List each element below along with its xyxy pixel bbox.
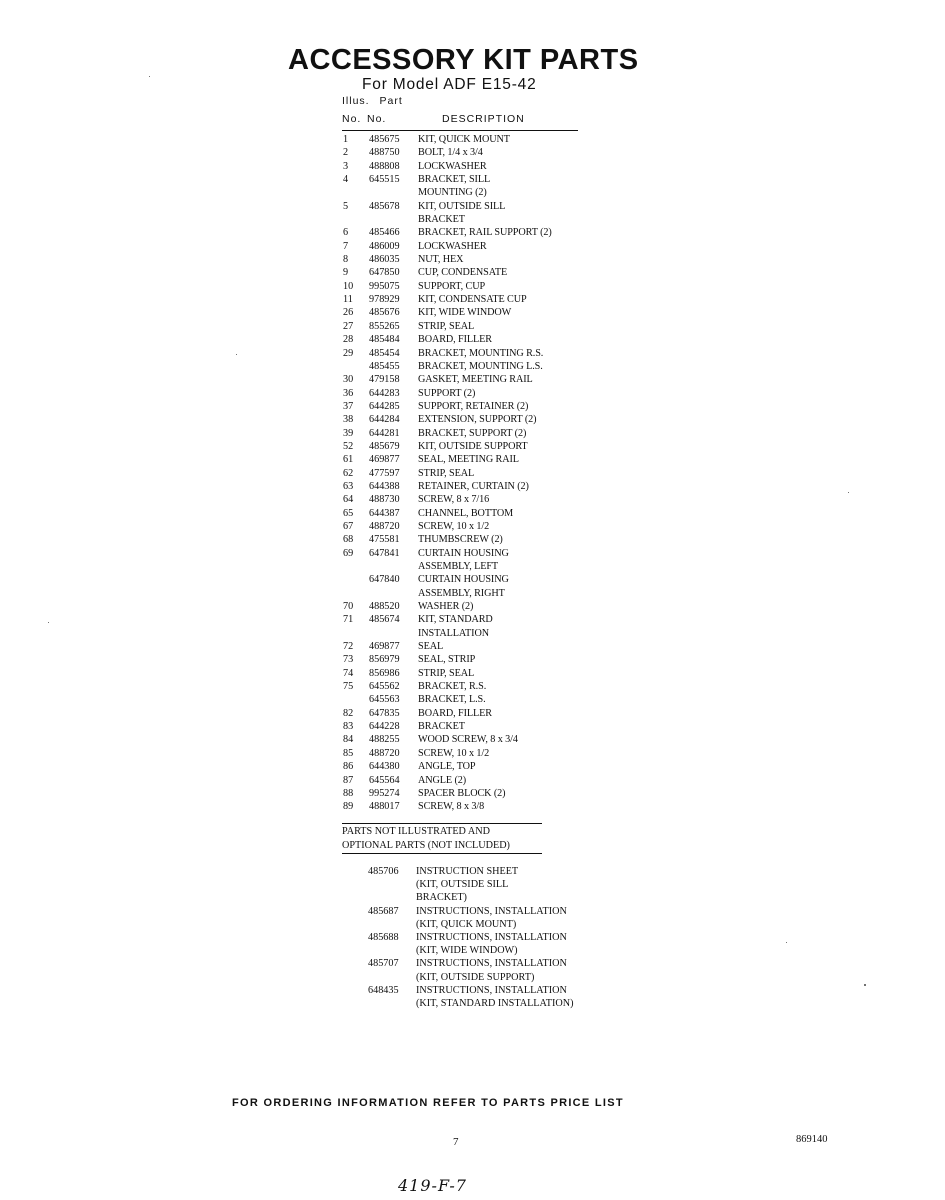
illus-number: 29 — [343, 347, 354, 359]
handwritten-note: 419-F-7 — [398, 1176, 467, 1195]
part-description: (KIT, OUTSIDE SILL — [416, 879, 509, 891]
part-number: 856986 — [369, 667, 400, 679]
part-description: BOARD, FILLER — [418, 334, 492, 346]
part-description: WOOD SCREW, 8 x 3/4 — [418, 734, 518, 746]
scan-speck — [848, 492, 849, 493]
part-description: SUPPORT (2) — [418, 387, 476, 399]
illus-number: 28 — [343, 334, 354, 346]
part-description: ASSEMBLY, LEFT — [418, 561, 499, 572]
part-number: 488520 — [369, 601, 400, 613]
illus-number: 2 — [343, 147, 349, 159]
part-description: STRIP, SEAL — [418, 320, 475, 332]
part-description: BRACKET — [418, 214, 465, 226]
part-description: SEAL, STRIP — [418, 654, 476, 666]
illus-number: 52 — [343, 440, 354, 452]
illus-number: 71 — [343, 614, 354, 626]
part-description: INSTALLATION — [418, 627, 489, 639]
illus-number: 11 — [343, 294, 353, 306]
illus-label: Illus. — [342, 95, 370, 107]
illus-number: 27 — [343, 320, 354, 332]
illus-number: 9 — [343, 267, 349, 279]
illus-number: 87 — [343, 774, 354, 786]
column-header-row — [342, 113, 578, 131]
part-number: 485688 — [368, 931, 399, 943]
illus-number: 83 — [343, 721, 354, 733]
part-description: KIT, STANDARD — [418, 614, 493, 626]
illus-number: 72 — [343, 641, 354, 653]
part-number: 647841 — [369, 547, 400, 559]
model-subtitle: For Model ADF E15-42 — [362, 76, 537, 93]
part-description: (KIT, STANDARD INSTALLATION) — [416, 997, 574, 1009]
part-description: STRIP, SEAL — [418, 667, 475, 679]
part-number: 485466 — [369, 227, 400, 239]
illus-number: 68 — [343, 534, 354, 546]
part-description: KIT, OUTSIDE SUPPORT — [418, 440, 528, 452]
column-header-top — [342, 95, 403, 107]
scan-speck — [149, 76, 150, 77]
part-description: SEAL, MEETING RAIL — [418, 454, 519, 466]
part-number: 488730 — [369, 494, 400, 506]
part-description: BRACKET, MOUNTING R.S. — [418, 347, 544, 359]
illus-number: 39 — [343, 427, 354, 439]
not-illustrated-heading-line1: PARTS NOT ILLUSTRATED AND — [342, 826, 490, 837]
part-number: 486035 — [369, 254, 400, 266]
illus-number: 10 — [343, 280, 354, 292]
part-number: 488255 — [369, 734, 400, 746]
illus-number: 70 — [343, 601, 354, 613]
part-description: (KIT, OUTSIDE SUPPORT) — [416, 971, 535, 983]
part-number: 475581 — [369, 534, 400, 546]
part-description: SCREW, 10 x 1/2 — [418, 520, 490, 532]
part-label: Part — [379, 95, 403, 107]
part-description: LOCKWASHER — [418, 160, 487, 172]
part-description: BRACKET, MOUNTING L.S. — [418, 360, 543, 372]
part-number: 485455 — [369, 360, 400, 372]
part-description: WASHER (2) — [418, 601, 474, 613]
no-label: No. — [342, 113, 362, 125]
part-number: 485679 — [369, 440, 400, 452]
part-description: BOLT, 1/4 x 3/4 — [418, 147, 483, 159]
scan-speck — [236, 354, 237, 355]
part-description: STRIP, SEAL — [418, 467, 475, 479]
illus-number: 75 — [343, 681, 354, 693]
part-description: BRACKET, R.S. — [418, 681, 487, 693]
part-description: CURTAIN HOUSING — [418, 547, 509, 559]
illus-number: 5 — [343, 200, 349, 212]
part-number: 485675 — [369, 134, 400, 145]
part-number: 644228 — [369, 721, 400, 733]
ordering-note: FOR ORDERING INFORMATION REFER TO PARTS PRICE LIST — [232, 1097, 624, 1109]
part-number: 995075 — [369, 280, 400, 292]
illus-number: 88 — [343, 787, 354, 799]
part-description: BRACKET, RAIL SUPPORT (2) — [418, 227, 552, 239]
page-title: ACCESSORY KIT PARTS — [288, 44, 639, 76]
part-description: BOARD, FILLER — [418, 707, 492, 719]
part-number: 995274 — [369, 787, 400, 799]
part-number: 485706 — [368, 866, 399, 877]
part-description: (KIT, QUICK MOUNT) — [416, 918, 517, 930]
part-description: SCREW, 10 x 1/2 — [418, 747, 490, 759]
not-illustrated-heading-line2: OPTIONAL PARTS (NOT INCLUDED) — [342, 839, 510, 851]
part-description: SCREW, 8 x 3/8 — [418, 801, 485, 813]
illus-number: 73 — [343, 654, 354, 666]
part-number: 485484 — [369, 334, 400, 346]
part-number: 488750 — [369, 147, 400, 159]
part-number: 645515 — [369, 174, 400, 186]
part-number: 978929 — [369, 294, 400, 306]
part-description: BRACKET, SUPPORT (2) — [418, 427, 527, 439]
part-number: 485678 — [369, 200, 400, 212]
scan-speck — [786, 942, 787, 943]
part-description: INSTRUCTIONS, INSTALLATION — [416, 931, 567, 943]
part-description: INSTRUCTION SHEET — [416, 866, 519, 877]
part-number: 644380 — [369, 761, 400, 773]
part-number: 644281 — [369, 427, 400, 439]
part-description: BRACKET) — [416, 892, 467, 904]
not-illustrated-heading — [342, 823, 542, 854]
part-number: 648435 — [368, 984, 399, 996]
part-description: ANGLE, TOP — [418, 761, 476, 773]
part-number: 477597 — [369, 467, 400, 479]
part-description: ANGLE (2) — [418, 774, 467, 786]
part-description: SUPPORT, CUP — [418, 280, 486, 292]
part-no-label: No. — [367, 113, 387, 125]
part-description: BRACKET, SILL — [418, 174, 491, 186]
part-description: CHANNEL, BOTTOM — [418, 507, 514, 519]
part-description: LOCKWASHER — [418, 240, 487, 252]
illus-number: 36 — [343, 387, 354, 399]
part-description: ASSEMBLY, RIGHT — [418, 587, 505, 599]
part-description: (KIT, WIDE WINDOW) — [416, 945, 518, 957]
illus-number: 61 — [343, 454, 354, 466]
part-number: 644285 — [369, 400, 400, 412]
illus-number: 67 — [343, 520, 354, 532]
illus-number: 86 — [343, 761, 354, 773]
illus-number: 62 — [343, 467, 354, 479]
illus-number: 74 — [343, 667, 354, 679]
illus-number: 37 — [343, 400, 354, 412]
illus-number: 64 — [343, 494, 354, 506]
part-number: 485687 — [368, 905, 399, 917]
part-number: 485707 — [368, 958, 399, 970]
part-number: 486009 — [369, 240, 400, 252]
part-number: 485454 — [369, 347, 400, 359]
part-number: 488017 — [369, 801, 400, 813]
part-number: 469877 — [369, 641, 400, 653]
part-number: 485676 — [369, 307, 400, 319]
part-number: 645562 — [369, 681, 400, 693]
part-number: 855265 — [369, 320, 400, 332]
part-number: 647840 — [369, 574, 400, 586]
part-number: 645563 — [369, 694, 400, 706]
document-number: 869140 — [796, 1134, 828, 1145]
illus-number: 26 — [343, 307, 354, 319]
part-description: BRACKET — [418, 721, 465, 733]
illus-number: 84 — [343, 734, 354, 746]
part-description: EXTENSION, SUPPORT (2) — [418, 414, 537, 426]
part-description: INSTRUCTIONS, INSTALLATION — [416, 905, 567, 917]
part-description: BRACKET, L.S. — [418, 694, 486, 706]
illus-number: 63 — [343, 480, 354, 492]
part-description: SCREW, 8 x 7/16 — [418, 494, 490, 506]
part-description: CUP, CONDENSATE — [418, 267, 508, 279]
part-description: INSTRUCTIONS, INSTALLATION — [416, 958, 567, 970]
part-description: SPACER BLOCK (2) — [418, 787, 506, 799]
part-number: 647835 — [369, 707, 400, 719]
part-number: 488720 — [369, 747, 400, 759]
illus-number: 1 — [343, 134, 349, 145]
illus-number: 89 — [343, 801, 354, 813]
illus-number: 6 — [343, 227, 349, 239]
part-number: 488720 — [369, 520, 400, 532]
page-number: 7 — [453, 1136, 459, 1148]
scan-speck — [48, 622, 49, 623]
part-description: GASKET, MEETING RAIL — [418, 374, 533, 386]
part-description: INSTRUCTIONS, INSTALLATION — [416, 984, 567, 996]
part-number: 644387 — [369, 507, 400, 519]
part-description: THUMBSCREW (2) — [418, 534, 503, 546]
illus-number: 4 — [343, 174, 349, 186]
part-description: KIT, QUICK MOUNT — [418, 134, 510, 145]
part-description: CURTAIN HOUSING — [418, 574, 509, 586]
illus-number: 82 — [343, 707, 354, 719]
part-number: 488808 — [369, 160, 400, 172]
part-number: 469877 — [369, 454, 400, 466]
part-description: RETAINER, CURTAIN (2) — [418, 480, 529, 492]
illus-number: 8 — [343, 254, 349, 266]
illus-number: 7 — [343, 240, 349, 252]
part-number: 644388 — [369, 480, 400, 492]
part-description: MOUNTING (2) — [418, 187, 487, 199]
illus-number: 30 — [343, 374, 354, 386]
illus-number: 69 — [343, 547, 354, 559]
part-number: 644283 — [369, 387, 400, 399]
part-number: 647850 — [369, 267, 400, 279]
part-number: 645564 — [369, 774, 400, 786]
scan-speck — [864, 984, 866, 986]
part-description: NUT, HEX — [418, 254, 464, 266]
illus-number: 65 — [343, 507, 354, 519]
illus-number: 38 — [343, 414, 354, 426]
illus-number: 85 — [343, 747, 354, 759]
part-number: 485674 — [369, 614, 400, 626]
part-description: KIT, OUTSIDE SILL — [418, 200, 506, 212]
part-number: 479158 — [369, 374, 400, 386]
part-number: 644284 — [369, 414, 400, 426]
part-description: KIT, CONDENSATE CUP — [418, 294, 527, 306]
description-label: DESCRIPTION — [442, 113, 525, 125]
part-number: 856979 — [369, 654, 400, 666]
part-description: SUPPORT, RETAINER (2) — [418, 400, 529, 412]
part-description: KIT, WIDE WINDOW — [418, 307, 512, 319]
illus-number: 3 — [343, 160, 349, 172]
part-description: SEAL — [418, 641, 444, 653]
